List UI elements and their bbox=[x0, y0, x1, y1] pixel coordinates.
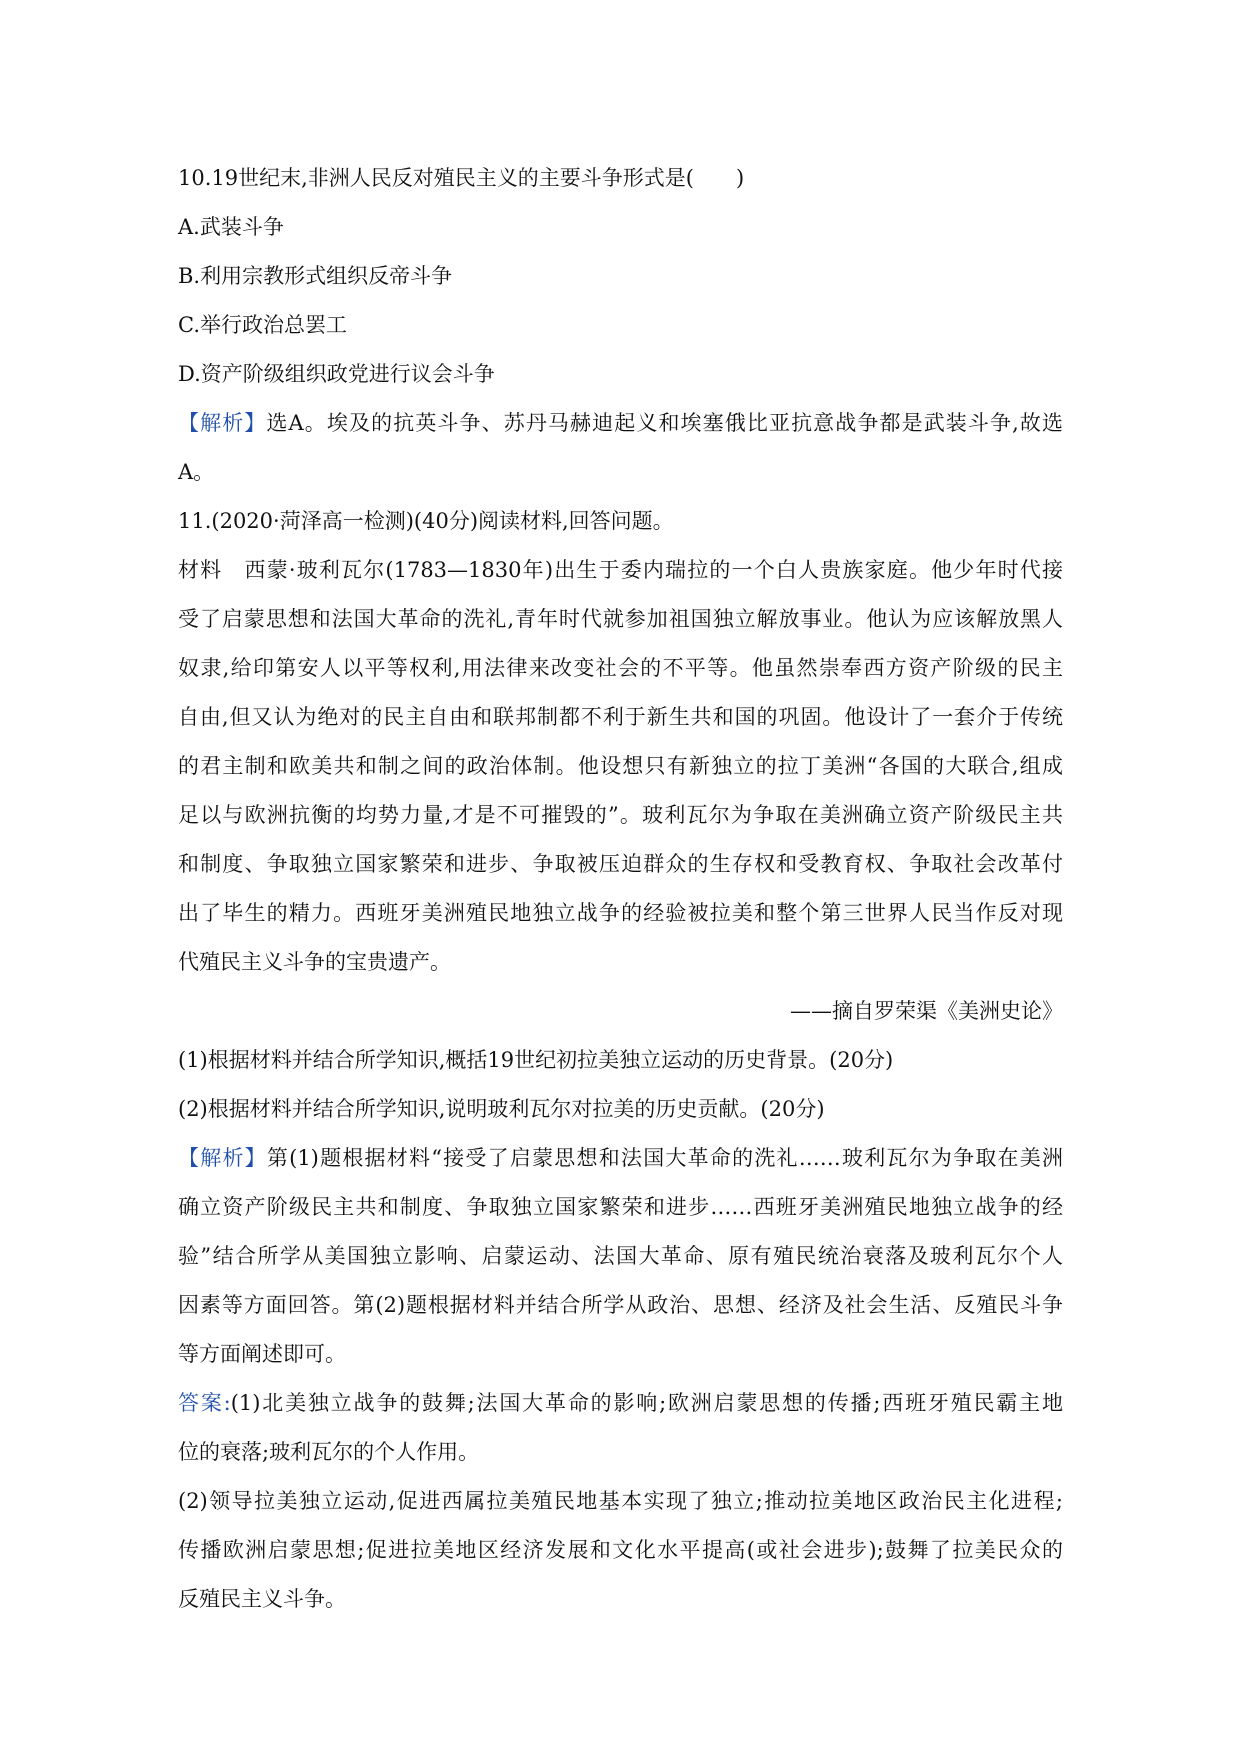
option-c: C.举行政治总罢工 bbox=[178, 313, 347, 337]
q11-analysis-line-2: 确立资产阶级民主共和制度、争取独立国家繁荣和进步……西班牙美洲殖民地独立战争的经 bbox=[178, 1195, 1063, 1219]
q10-analysis-line-2: A。 bbox=[178, 460, 215, 484]
q11-analysis-line-1 bbox=[178, 1134, 1063, 1183]
material-line-7: 和制度、争取独立国家繁荣和进步、争取被压迫群众的生存权和受教育权、争取社会改革付 bbox=[178, 852, 1063, 876]
material-line-4: 自由,但又认为绝对的民主自由和联邦制都不利于新生共和国的巩固。他设计了一套介于传统 bbox=[178, 705, 1063, 729]
answer-text-1: (1)北美独立战争的鼓舞;法国大革命的影响;欧洲启蒙思想的传播;西班牙殖民霸主地 bbox=[230, 1391, 1063, 1415]
material-line-9: 代殖民主义斗争的宝贵遗产。 bbox=[178, 950, 451, 974]
q10-analysis-text-1: 选A。埃及的抗英斗争、苏丹马赫迪起义和埃塞俄比亚抗意战争都是武装斗争,故选 bbox=[266, 411, 1064, 435]
answer-line-2: 位的衰落;玻利瓦尔的个人作用。 bbox=[178, 1440, 480, 1464]
sub-question-1: (1)根据材料并结合所学知识,概括19世纪初拉美独立运动的历史背景。(20分) bbox=[178, 1048, 894, 1072]
question-11-stem: 11.(2020·菏泽高一检测)(40分)阅读材料,回答问题。 bbox=[178, 509, 674, 533]
answer-line-1 bbox=[178, 1379, 1063, 1428]
material-line-8: 出了毕生的精力。西班牙美洲殖民地独立战争的经验被拉美和整个第三世界人民当作反对现 bbox=[178, 901, 1063, 925]
option-b: B.利用宗教形式组织反帝斗争 bbox=[178, 264, 453, 288]
answer-line-4: 传播欧洲启蒙思想;促进拉美地区经济发展和文化水平提高(或社会进步);鼓舞了拉美民众的 bbox=[178, 1538, 1063, 1562]
material-line-6: 足以与欧洲抗衡的均势力量,才是不可摧毁的”。玻利瓦尔为争取在美洲确立资产阶级民主共 bbox=[178, 803, 1063, 827]
q11-analysis-text-1: 第(1)题根据材料“接受了启蒙思想和法国大革命的洗礼……玻利瓦尔为争取在美洲 bbox=[266, 1146, 1064, 1170]
q11-analysis-line-4: 因素等方面回答。第(2)题根据材料并结合所学从政治、思想、经济及社会生活、反殖民斗争 bbox=[178, 1293, 1063, 1317]
material-line-1: 材料 西蒙·玻利瓦尔(1783—1830年)出生于委内瑞拉的一个白人贵族家庭。他少年时代接 bbox=[178, 558, 1063, 582]
sub-question-2: (2)根据材料并结合所学知识,说明玻利瓦尔对拉美的历史贡献。(20分) bbox=[178, 1097, 825, 1121]
material-line-2: 受了启蒙思想和法国大革命的洗礼,青年时代就参加祖国独立解放事业。他认为应该解放黑人 bbox=[178, 607, 1063, 631]
option-d: D.资产阶级组织政党进行议会斗争 bbox=[178, 362, 495, 386]
q11-analysis-tag: 【解析】 bbox=[178, 1146, 267, 1170]
material-source: ——摘自罗荣渠《美洲史论》 bbox=[790, 999, 1063, 1023]
option-a: A.武装斗争 bbox=[178, 215, 284, 239]
material-line-5: 的君主制和欧美共和制之间的政治体制。他设想只有新独立的拉丁美洲“各国的大联合,组成 bbox=[178, 754, 1063, 778]
q10-analysis-line-1 bbox=[178, 399, 1063, 448]
answer-line-5: 反殖民主义斗争。 bbox=[178, 1587, 346, 1611]
question-10-stem: 10.19世纪末,非洲人民反对殖民主义的主要斗争形式是( ) bbox=[178, 166, 745, 190]
answer-label: 答案: bbox=[178, 1391, 231, 1415]
q11-analysis-line-3: 验”结合所学从美国独立影响、启蒙运动、法国大革命、原有殖民统治衰落及玻利瓦尔个人 bbox=[178, 1244, 1063, 1268]
q11-analysis-line-5: 等方面阐述即可。 bbox=[178, 1342, 346, 1366]
document-page bbox=[178, 154, 1063, 1624]
q10-analysis-tag: 【解析】 bbox=[178, 411, 267, 435]
answer-line-3: (2)领导拉美独立运动,促进西属拉美殖民地基本实现了独立;推动拉美地区政治民主化进程; bbox=[178, 1489, 1063, 1513]
material-line-3: 奴隶,给印第安人以平等权利,用法律来改变社会的不平等。他虽然崇奉西方资产阶级的民主 bbox=[178, 656, 1063, 680]
